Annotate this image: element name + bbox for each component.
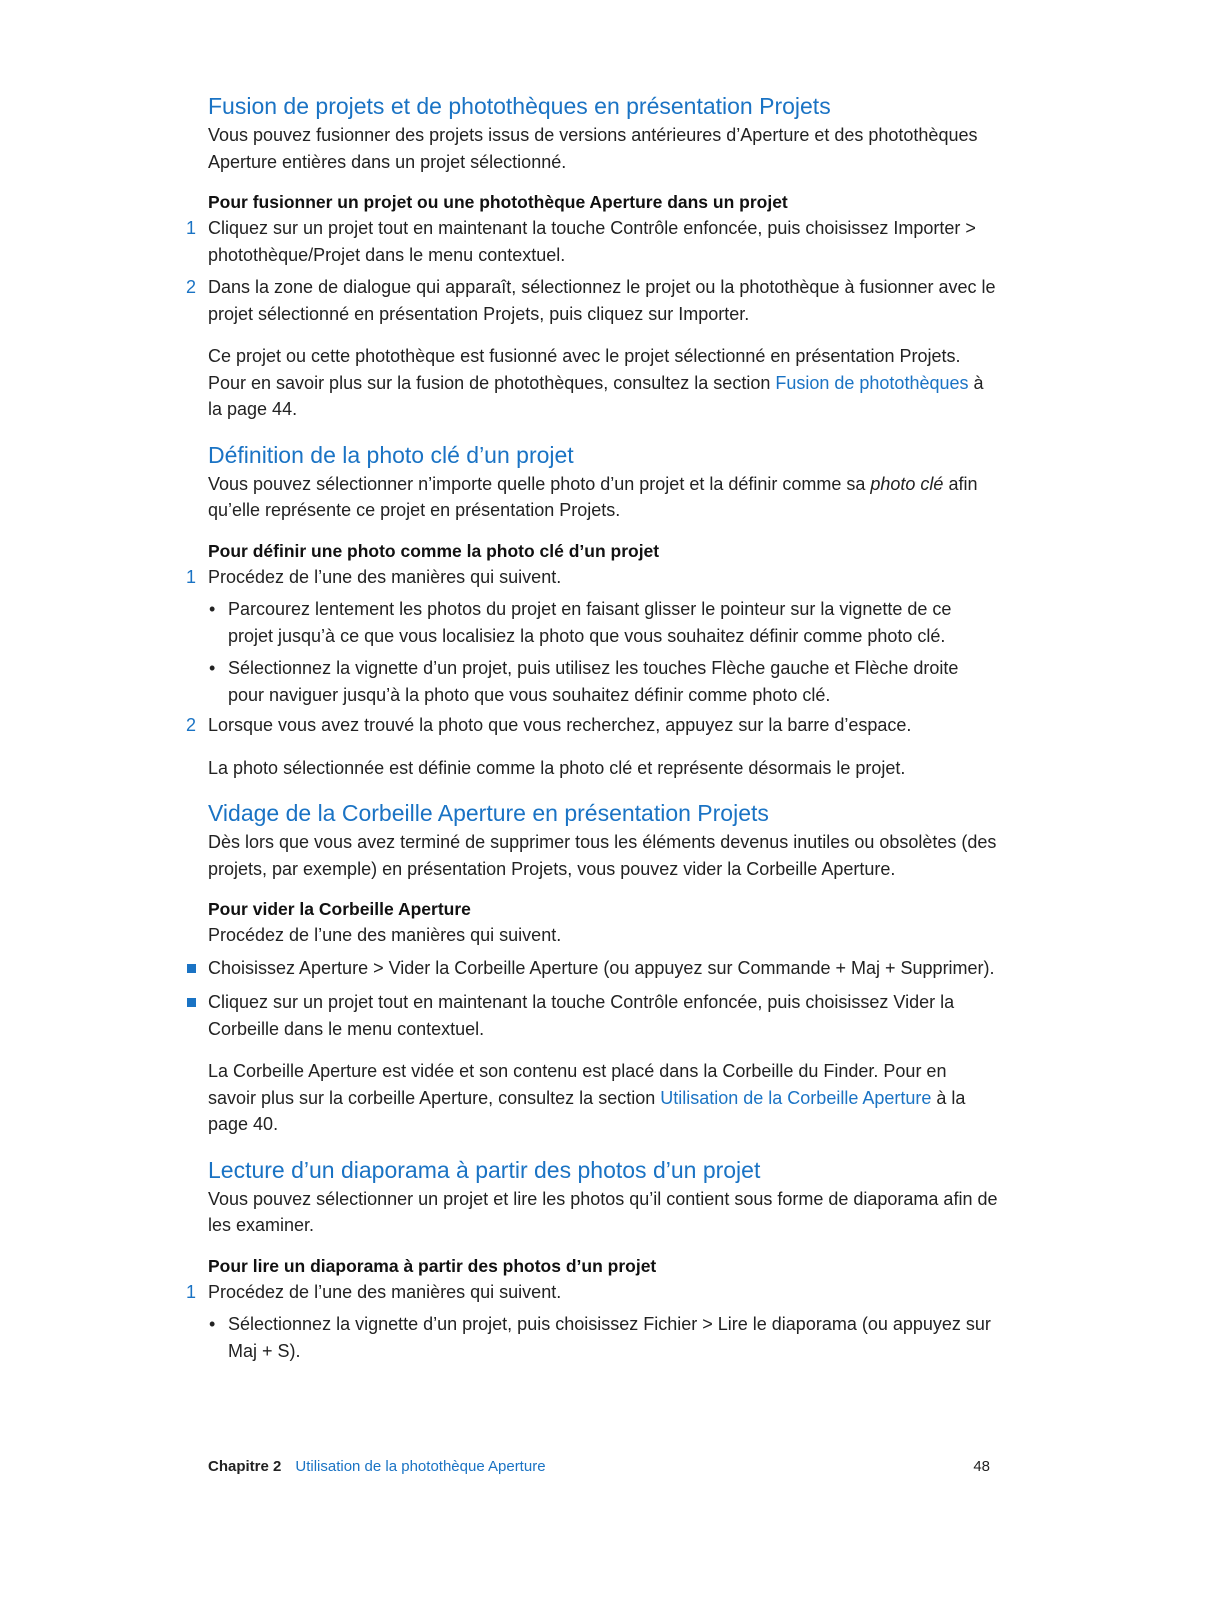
page-footer [208,1455,990,1479]
step-item [186,712,998,739]
section-intro: Vous pouvez sélectionner un projet et lire les photos qu’il contient sous forme de diaporama afin de les examiner. [208,1188,998,1235]
square-bullet-icon [187,964,196,973]
bullet-marker: • [209,599,216,619]
result-paragraph [208,1058,998,1138]
step-item [186,1279,998,1306]
procedure-title: Pour lire un diaporama à partir des photos d’un projet [208,1255,657,1276]
bullet-text: Parcourez lentement les photos du projet en faisant glisser le pointeur sur la vignette de ce projet jusqu’à ce que vous localisiez la photo que vous souhaitez définir comme photo clé. [228,599,952,646]
step-number: 1 [186,218,197,238]
page-content [186,90,998,1364]
option-item [208,989,998,1042]
section-intro [208,471,998,524]
step-number: 1 [186,566,197,587]
bullet-text: Sélectionnez la vignette d’un projet, puis utilisez les touches Flèche gauche et Flèche droite pour naviguer jusqu’à la photo que vous souhaitez définir comme photo clé. [228,658,959,705]
step-text: Procédez de l’une des manières qui suivent. [208,566,562,587]
step-text: Cliquez sur un projet tout en maintenant la touche Contrôle enfoncée, puis choisissez Importer > photothèque/Projet dans le menu contextuel. [208,218,976,265]
result-paragraph: La photo sélectionnée est définie comme la photo clé et représente désormais le projet. [208,757,906,778]
chapter-title-link[interactable]: Utilisation de la photothèque Aperture [295,1458,546,1475]
procedure-title: Pour définir une photo comme la photo clé d’un projet [208,540,660,561]
intro-text: Vous pouvez sélectionner n’importe quelle photo d’un projet et la définir comme sa [208,473,871,494]
bullet-marker: • [209,1314,216,1334]
result-text: à la page 44. [208,372,984,419]
cross-reference-link[interactable]: Utilisation de la Corbeille Aperture [660,1087,932,1108]
section-heading-fusion: Fusion de projets et de photothèques en présentation Projets [208,93,831,119]
step-text: Lorsque vous avez trouvé la photo que vous recherchez, appuyez sur la barre d’espace. [208,715,912,735]
section-intro: Dès lors que vous avez terminé de supprimer tous les éléments devenus inutiles ou obsolètes (des projets, par exemple) en présentation Projets, vous pouvez vider la Corbeille Aperture. [208,832,997,879]
chapter-label: Chapitre 2 [208,1458,282,1475]
procedure-lead: Procédez de l’une des manières qui suivent. [208,925,562,945]
result-paragraph [208,343,998,423]
procedure-title: Pour vider la Corbeille Aperture [208,899,471,919]
step-text: Procédez de l’une des manières qui suivent. [208,1281,562,1302]
step-text: Dans la zone de dialogue qui apparaît, sélectionnez le projet ou la photothèque à fusionner avec le projet sélectionné en présentation Projets, puis cliquez sur Importer. [208,277,996,324]
cross-reference-link[interactable]: Fusion de photothèques [775,372,969,393]
square-bullet-icon [187,998,196,1007]
bullet-item [208,1311,998,1364]
step-item [186,274,998,327]
result-text: Ce projet ou cette photothèque est fusionné avec le projet sélectionné en présentation Projets. Pour en savoir plus sur la fusion de photothèques, consultez la section [208,346,961,393]
step-item [186,215,998,268]
bullet-marker: • [209,658,216,678]
bullet-text: Sélectionnez la vignette d’un projet, puis choisissez Fichier > Lire le diaporama (ou appuyez sur Maj + S). [228,1314,991,1361]
section-heading-corbeille: Vidage de la Corbeille Aperture en présentation Projets [208,800,769,826]
step-number: 2 [186,277,197,297]
procedure-title: Pour fusionner un projet ou une photothèque Aperture dans un projet [208,192,788,212]
page-number: 48 [973,1458,990,1475]
result-text: La Corbeille Aperture est vidée et son contenu est placé dans la Corbeille du Finder. Pour en savoir plus sur la corbeille Aperture, consultez la section [208,1061,947,1108]
section-heading-diaporama: Lecture d’un diaporama à partir des photos d’un projet [208,1156,761,1183]
step-number: 1 [186,1281,197,1302]
result-text: à la page 40. [208,1087,966,1134]
option-text: Cliquez sur un projet tout en maintenant la touche Contrôle enfoncée, puis choisissez Vider la Corbeille dans le menu contextuel. [208,992,955,1039]
section-heading-photo-cle: Définition de la photo clé d’un projet [208,441,574,468]
intro-text: afin qu’elle représente ce projet en présentation Projets. [208,473,978,520]
bullet-item [208,596,998,649]
step-number: 2 [186,715,197,735]
bullet-item [208,655,998,708]
section-intro: Vous pouvez fusionner des projets issus de versions antérieures d’Aperture et des photothèques Aperture entières dans un projet sélectionné. [208,125,978,172]
option-item [208,955,998,982]
emphasis-term: photo clé [870,473,944,494]
step-item [186,564,998,591]
option-text: Choisissez Aperture > Vider la Corbeille Aperture (ou appuyez sur Commande + Maj + Supprimer). [208,957,995,978]
